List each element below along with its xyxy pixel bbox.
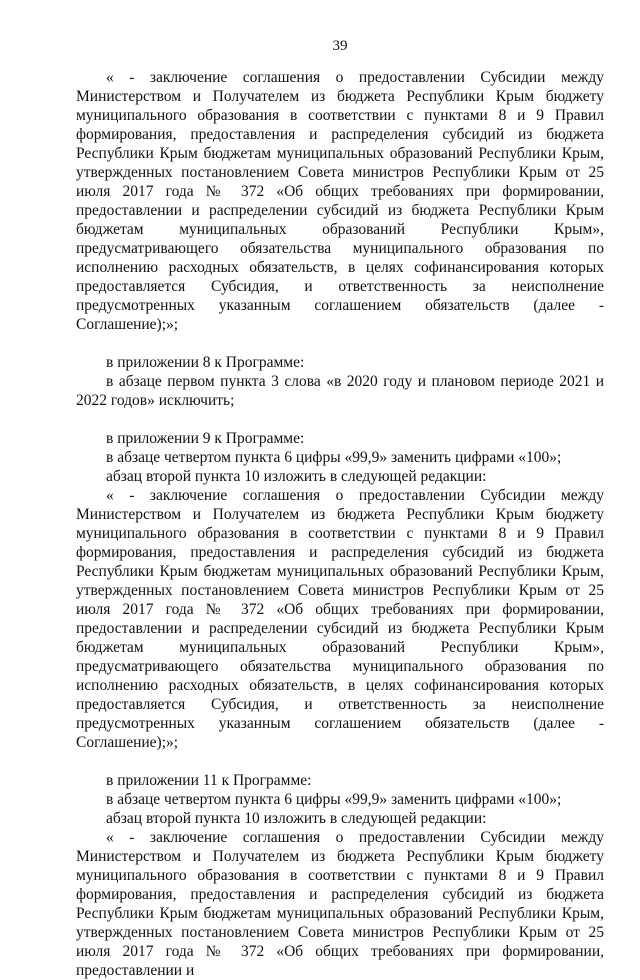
- paragraph-appendix-11-heading: в приложении 11 к Программе:: [106, 772, 312, 789]
- spacer: [76, 410, 604, 429]
- paragraph-subsidy-agreement-3: « - заключение соглашения о предоставлении Субсидии между Министерством и Получателем из бюджета Республики Крым бюджету муниципального образования в соответствии с пунктами 8 и 9 Правил формирования, предоставления и распределения субсидий из бюджета Республики Крым бюджетам муниципальных образований Республики Крым, утвержденных постановлением Совета министров Республики Крым от 25 июля 2017 года № 372 «Об общих требованиях при формировании, предоставлении и: [76, 829, 604, 979]
- paragraph-appendix-9-change-1: в абзаце четвертом пункта 6 цифры «99,9» заменить цифрами «100»;: [106, 449, 562, 466]
- paragraph-appendix-9-change-2: абзац второй пункта 10 изложить в следующей редакции:: [106, 468, 487, 485]
- paragraph-subsidy-agreement-2: « - заключение соглашения о предоставлении Субсидии между Министерством и Получателем из бюджета Республики Крым бюджету муниципального образования в соответствии с пунктами 8 и 9 Правил формирования, предоставления и распределения субсидий из бюджета Республики Крым бюджетам муниципальных образований Республики Крым, утвержденных постановлением Совета министров Республики Крым от 25 июля 2017 года № 372 «Об общих требованиях при формировании, предоставлении и распределении субсидий из бюджета Республики Крым бюджетам муниципальных образований Республики Крым», предусматривающего обязательства муниципального образования по исполнению расходных обязательств, в целях софинансирования которых предоставляется Субсидия, и ответственность за неисполнение предусмотренных указанным соглашением обязательств (далее - Соглашение);»;: [76, 487, 604, 751]
- paragraph-appendix-8-change: в абзаце первом пункта 3 слова «в 2020 году и плановом периоде 2021 и 2022 годов» исключить;: [76, 373, 604, 409]
- spacer: [76, 752, 604, 771]
- paragraph-appendix-8-heading: в приложении 8 к Программе:: [106, 354, 305, 371]
- paragraph-appendix-11-change-1: в абзаце четвертом пункта 6 цифры «99,9» заменить цифрами «100»;: [106, 791, 562, 808]
- page-number: 39: [332, 38, 348, 54]
- paragraph-appendix-9-heading: в приложении 9 к Программе:: [106, 430, 305, 447]
- document-body: [76, 68, 604, 980]
- paragraph-subsidy-agreement-1: « - заключение соглашения о предоставлении Субсидии между Министерством и Получателем из бюджета Республики Крым бюджету муниципального образования в соответствии с пунктами 8 и 9 Правил формирования, предоставления и распределения субсидий из бюджета Республики Крым бюджетам муниципальных образований Республики Крым, утвержденных постановлением Совета министров Республики Крым от 25 июля 2017 года № 372 «Об общих требованиях при формировании, предоставлении и распределении субсидий из бюджета Республики Крым бюджетам муниципальных образований Республики Крым», предусматривающего обязательства муниципального образования по исполнению расходных обязательств, в целях софинансирования которых предоставляется Субсидия, и ответственность за неисполнение предусмотренных указанным соглашением обязательств (далее - Соглашение);»;: [76, 69, 604, 333]
- spacer: [76, 334, 604, 353]
- paragraph-appendix-11-change-2: абзац второй пункта 10 изложить в следующей редакции:: [106, 810, 487, 827]
